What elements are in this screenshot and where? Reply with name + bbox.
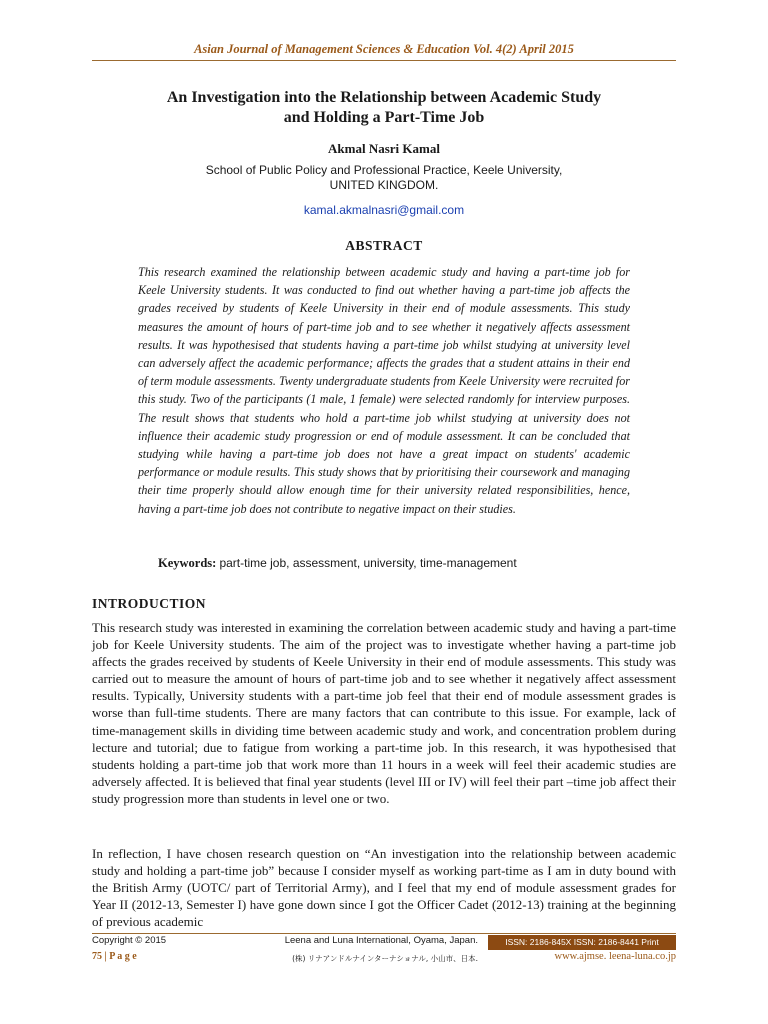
title-line-2: and Holding a Part-Time Job [283,109,485,126]
header-divider [92,60,676,61]
keywords-text: part-time job, assessment, university, time-management [219,556,517,570]
author-name: Akmal Nasri Kamal [328,141,440,156]
issn-badge: ISSN: 2186-845X ISSN: 2186-8441 Print [488,935,676,950]
affiliation [92,163,676,193]
abstract-text: This research examined the relationship between academic study and having a part-time job for Keele University students. It was conducted to find out whether having a part-time job affects the grades received by students of Keele University in their end of module assessments. This study measures the amount of hours of part-time job and to see whether it negatively affects assessment results. It was hypothesised that students having a part-time job whilst studying at university level can adversely affect the academic performance; affects the grades that a student attains in their end of term module assessments. Twenty undergraduate students from Keele University were recruited for this study. Two of the participants (1 male, 1 female) were selected randomly for interview purposes. The result shows that students who hold a part-time job whilst studying at university does not influence their academic study progression or end of module assessment. It can be concluded that studying while having a part-time job does not have a great impact on students' academic performance or module results. This study shows that by prioritising their coursework and managing their time properly should allow enough time for their university related responsibilities, hence, having a part-time job does not contribute to negative impact on their studies. [138,265,630,516]
keywords-label: Keywords: [158,556,217,570]
footer-copyright: Copyright © 2015 [92,935,167,946]
paper-title [92,88,676,128]
abstract-heading: ABSTRACT [345,238,423,253]
affiliation-line-1: School of Public Policy and Professional Practice, Keele University, [205,163,563,177]
journal-url-link[interactable]: www.ajmse. leena-luna.co.jp [554,951,676,962]
introduction-paragraph-2: In reflection, I have chosen research question on “An investigation into the relationship between academic study and holding a part-time job” because I consider myself as working part-time as I am in duty bound with the British Army (UOTC/ part of Territorial Army), and I feel that my end of module assessment grades for Year II (2012-13, Semester I) have gone down since I got the Officer Cadet (2012-13) training at the beginning of previous academic [92,846,676,930]
page-number: 75 | P a g e [92,951,137,962]
footer-publisher: Leena and Luna International, Oyama, Japan. [284,935,478,946]
introduction-heading: INTRODUCTION [92,596,207,611]
introduction-paragraph-1: This research study was interested in examining the correlation between academic study and having a part-time job for Keele University students. The aim of the project was to investigate whether having a part-time job affects the grades received by students of Keele University in their end of module assessments. This study was carried out to measure the amount of hours of part-time job and to see whether it negatively affect assessment results. Typically, University students with a part-time job feel that their end of module assessment grades is worse than full-time students. There are many factors that can contribute to this issue. For example, lack of time-management skills in dividing time between academic study and work, and concentration problem during lecture and tutorial; due to fatigue from working a part-time job. In this research, it was hypothesised that students holding a part-time job that work more than 11 hours in a week will feel their academic studies are adversely affected. It is believed that final year students (level III or IV) will feel their part –time job affect their study progression more than students in level one or two. [92,620,676,806]
journal-header: Asian Journal of Management Sciences & Education Vol. 4(2) April 2015 [194,42,574,56]
title-line-1: An Investigation into the Relationship between Academic Study [166,89,602,106]
affiliation-line-2: UNITED KINGDOM. [329,178,439,192]
author-email-link[interactable]: kamal.akmalnasri@gmail.com [303,203,465,217]
keywords [158,556,658,571]
footer-publisher-japanese: (株) リナアンドルナインターナショナル, 小山市、日本. [292,954,478,963]
footer-divider [92,933,676,934]
